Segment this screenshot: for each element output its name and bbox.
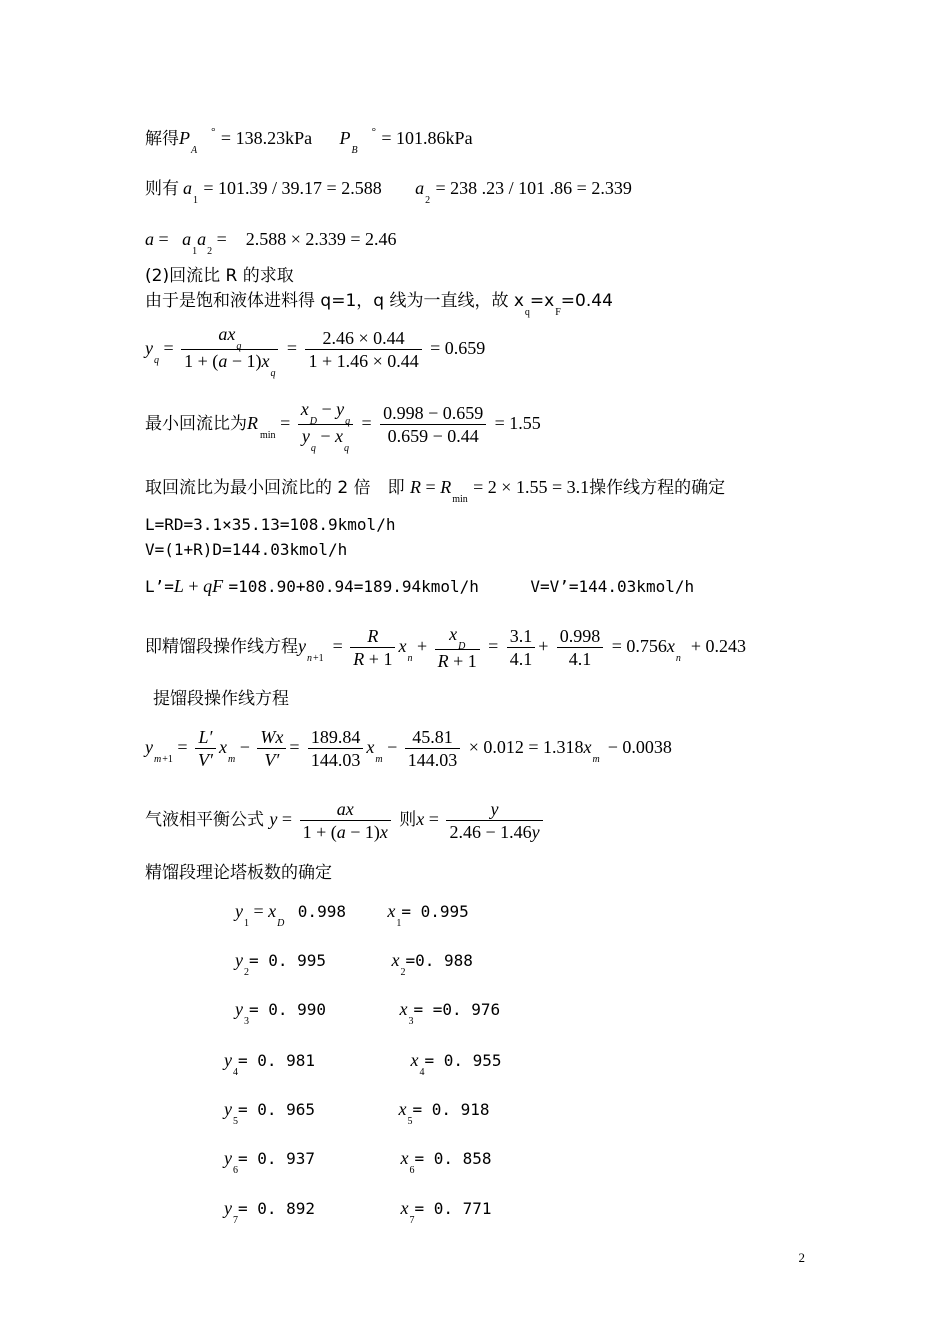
x-value: = 0. 955 — [424, 1051, 502, 1070]
reflux-ratio-line: 取回流比为最小回流比的 2 倍 即 $R = R_{min} = 2 \times 1.55 = 3.1$操作线方程的确定 — [145, 477, 726, 505]
y-value: = 0. 981 — [238, 1051, 316, 1070]
y-value: = 0. 995 — [249, 951, 327, 970]
y-value: 0.998 — [297, 902, 346, 921]
y-value: = 0. 990 — [249, 1000, 327, 1019]
plate-row: $y_5= 0$. 965 $x_5= 0$. 918 — [224, 1099, 490, 1127]
text: × 0.012 = 1.318 — [468, 737, 584, 757]
feed-line: 由于是饱和液体进料得 q=1，q 线为一直线，故 $x_q=x_F=0.44$ — [145, 291, 613, 318]
text: L’= — [145, 577, 174, 596]
section-heading: 精馏段理论塔板数的确定 — [145, 863, 332, 883]
y-value: = 0. 937 — [238, 1149, 316, 1168]
plate-row: $y_6= 0$. 937 $x_6= 0$. 858 — [224, 1148, 492, 1176]
alpha-line: 则有 $a_1 = 101.39 / 39.17 = 2.588$ $a_2 = 238$ .23 / 101 .86 = 2.339 — [145, 178, 632, 206]
text: 则有 — [145, 179, 179, 199]
rectifying-operating-line: 即精馏段操作线方程$y_{n+1}$ = $\frac{R}{R + 1}$ $x_n$ + $\frac{x_D}{R + 1}$ = $\frac{3.1}{4.1}$ + $\frac{0.998}{4.1}$ = $0.756x_n+ 0.243$ — [145, 624, 747, 671]
vapor-pressure-line: 解得$P_A^\circ = 138.23kPa$ $P_B^\circ = 101.86kPa$ — [145, 126, 473, 156]
text: 操作线方程的确定 — [589, 478, 726, 498]
text: 解得 — [145, 129, 179, 149]
text: = 0.756 — [611, 636, 667, 656]
text: + 0.243 — [690, 636, 747, 656]
denominator: 4.1 — [507, 647, 536, 670]
x-value: = 0.995 — [401, 902, 469, 921]
a-mean-value: 2.588 × 2.339 = 2.46 — [245, 229, 397, 249]
plate-row: $y_2= 0$. 995 $x_2=0$. 988 — [235, 950, 473, 978]
x-value: = 0. 771 — [414, 1199, 492, 1218]
denominator: 144.03 — [308, 748, 364, 771]
numerator: 0.998 — [559, 626, 601, 646]
denominator: 144.03 — [405, 748, 461, 771]
numerator: 3.1 — [509, 626, 533, 646]
numerator: 0.998 − 0.659 — [383, 403, 484, 423]
plate-row: $y_4= 0$. 981 $x_4= 0$. 955 — [224, 1050, 502, 1078]
text: =0.44 — [560, 291, 613, 311]
text: 即精馏段操作线方程 — [145, 637, 298, 657]
yq-result: = 0.659 — [430, 338, 486, 358]
a2-value: = 238 .23 / 101 .86 = 2.339 — [435, 178, 632, 198]
yq-equation: $y_q$ = $\frac{ax_q}{1 + (a - 1)x_q}$ = $\frac{2.46 \times 0.44}{1 + 1.46 \times 0.44}$ = 0.659 — [145, 324, 486, 379]
denominator: 2.46 − 1.46 — [449, 822, 532, 842]
r-value: = 2 × 1.55 = 3.1 — [473, 477, 590, 497]
V-line: V=(1+R)D=144.03kmol/h — [145, 540, 348, 559]
alpha-mean-line: $a = a_1a_2$ = 2.588 × 2.339 = 2.46 — [145, 229, 397, 257]
plate-row: $y_7= 0$. 892 $x_7= 0$. 771 — [224, 1198, 492, 1226]
text: − 0.0038 — [607, 737, 672, 757]
denominator: 1 + 1.46 × 0.44 — [305, 349, 421, 372]
L-prime-line: L’=L + qF =108.90+80.94=189.94kmol/h V=V’=144.03kmol/h — [145, 576, 695, 596]
section-heading: (2)回流比 R 的求取 — [145, 266, 294, 286]
denominator: 4.1 — [557, 647, 604, 670]
text: 取回流比为最小回流比的 2 倍 即 — [145, 478, 405, 498]
V-prime-value: V=V’=144.03kmol/h — [530, 577, 695, 596]
numerator: 45.81 — [412, 727, 453, 747]
text: 则 — [399, 810, 417, 830]
text: 最小回流比为 — [145, 414, 247, 434]
stripping-operating-line: $y_{m+1}$ = $\frac{L'}{V'}$ $x_m$ − $\frac{Wx}{V'}$ = $\frac{189.84}{144.03}$ $x_m$ − $\frac{45.81}{144.03}$ × $0.012 = 1.318x_m- 0.0038$ — [145, 727, 672, 770]
plate-row: $y_1 = x_D$ 0.998 $x_1= 0.995$ — [235, 901, 469, 929]
plate-row: $y_3= 0$. 990 $x_3= =0$. 976 — [235, 999, 501, 1027]
pb-value: = 101.86kPa — [381, 128, 473, 148]
pa-value: = 138.23kPa — [220, 128, 313, 148]
x-value: =0. 988 — [405, 951, 473, 970]
y-value: = 0. 892 — [238, 1199, 316, 1218]
rmin-equation: 最小回流比为$R_{min}$ = $\frac{x_D - y_q}{y_q - x_q}$ = $\frac{0.998 - 0.659}{0.659 - 0.44}$ = 1.55 — [145, 399, 541, 454]
rmin-result: = 1.55 — [494, 413, 541, 433]
text: 气液相平衡公式 — [145, 810, 264, 830]
y-value: = 0. 965 — [238, 1100, 316, 1119]
x-value: = 0. 858 — [414, 1149, 492, 1168]
x-value: = 0. 918 — [412, 1100, 490, 1119]
a1-value: = 101.39 / 39.17 = 2.588 — [203, 178, 382, 198]
x-value: = =0. 976 — [413, 1000, 501, 1019]
numerator: 189.84 — [310, 727, 361, 747]
equilibrium-equation: 气液相平衡公式 y = $\frac{ax}{1 + (a - 1)x}$ 则x = $\frac{y}{2.46 - 1.46y}$ — [145, 798, 546, 843]
numerator: 2.46 × 0.44 — [322, 328, 405, 348]
text: =108.90+80.94=189.94kmol/h — [228, 577, 479, 596]
page-number: 2 — [798, 1250, 805, 1265]
denominator: 0.659 − 0.44 — [380, 424, 486, 447]
L-line: L=RD=3.1×35.13=108.9kmol/h — [145, 515, 396, 534]
text: 由于是饱和液体进料得 q=1，q 线为一直线，故 x — [145, 291, 524, 311]
section-heading: 提馏段操作线方程 — [153, 689, 289, 709]
